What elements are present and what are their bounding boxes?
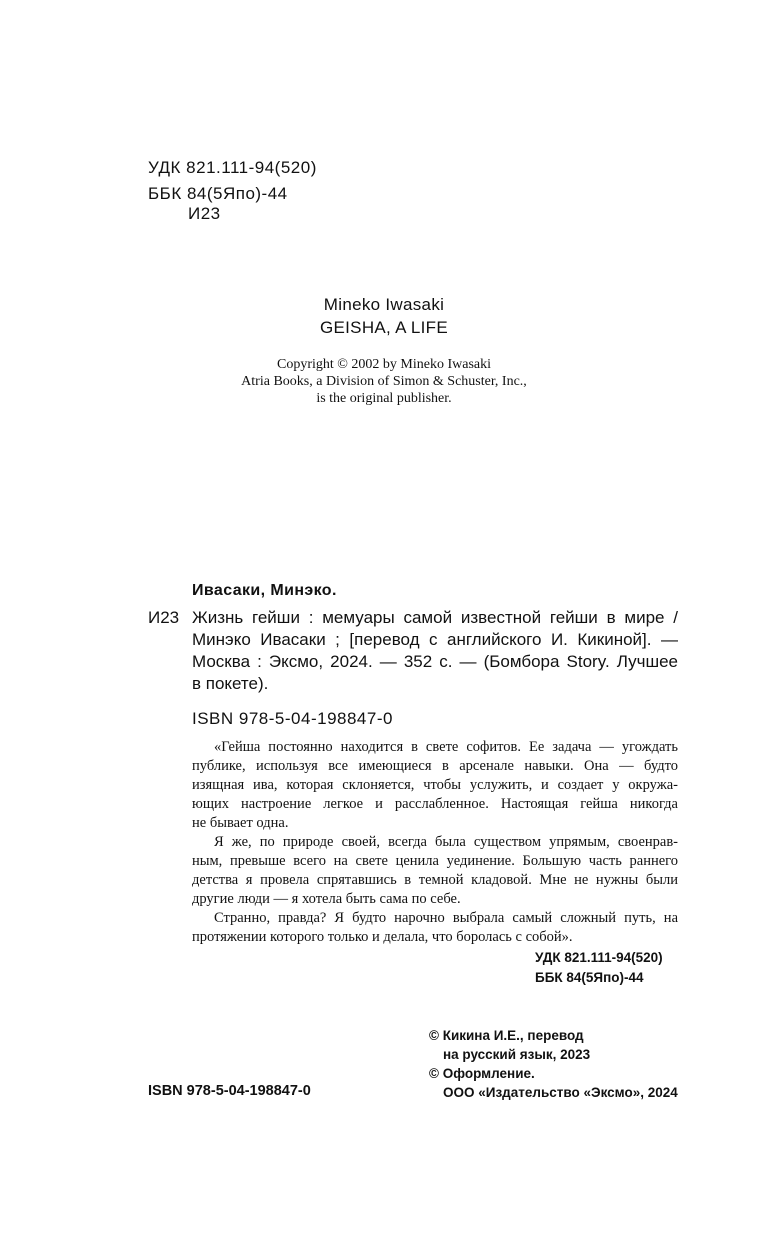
author-mark: И23 bbox=[188, 204, 221, 223]
record-code: И23 bbox=[148, 608, 180, 627]
footer-bbk: ББК 84(5Япо)-44 bbox=[535, 970, 644, 985]
annotation-line: не бывает одна. bbox=[192, 815, 289, 831]
annotation-line: протяжении которого только и делала, что боролась с собой». bbox=[192, 929, 573, 945]
record-line: Жизнь гейши : мемуары самой известной гейши в мире / bbox=[192, 608, 678, 627]
rights-design-cont: ООО «Издательство «Эксмо», 2024 bbox=[443, 1085, 678, 1100]
rights-translation-cont: на русский язык, 2023 bbox=[443, 1047, 591, 1062]
copyright-line: Copyright © 2002 by Mineko Iwasaki bbox=[276, 357, 491, 372]
rights-translation: © Кикина И.Е., перевод bbox=[429, 1028, 584, 1043]
record-line: в покете). bbox=[192, 674, 269, 693]
annotation-line: ющих настроение легкое и расслабленное. Настоящая гейша никогда bbox=[192, 796, 678, 812]
annotation-line: ным, превыше всего на свете ценила уединение. Большую часть раннего bbox=[192, 853, 678, 869]
udk-code: УДК 821.111-94(520) bbox=[148, 158, 317, 177]
copyright-line: Atria Books, a Division of Simon & Schuster, Inc., bbox=[241, 374, 527, 389]
footer-isbn: ISBN 978-5-04-198847-0 bbox=[148, 1083, 311, 1099]
original-author: Mineko Iwasaki bbox=[323, 295, 445, 314]
annotation-line: другие люди — я хотела быть сама по себе. bbox=[192, 891, 461, 907]
annotation-line: детства я провела спрятавшись в темной кладовой. Мне не нужны были bbox=[192, 872, 678, 888]
record-line: Москва : Эксмо, 2024. — 352 с. — (Бомбора Story. Лучшее bbox=[192, 652, 678, 671]
record-isbn: ISBN 978-5-04-198847-0 bbox=[192, 709, 393, 728]
rights-design: © Оформление. bbox=[429, 1066, 535, 1081]
annotation-line: Я же, по природе своей, всегда была существом упрямым, своенрав- bbox=[214, 834, 678, 850]
record-line: Минэко Ивасаки ; [перевод с английского И. Кикиной]. — bbox=[192, 630, 678, 649]
bbk-code: ББК 84(5Япо)-44 bbox=[148, 184, 288, 203]
record-author-heading: Ивасаки, Минэко. bbox=[192, 582, 337, 599]
annotation-line: публике, используя все имеющиеся в арсенале навыки. Она — будто bbox=[192, 758, 678, 774]
original-title: GEISHA, A LIFE bbox=[320, 318, 448, 337]
annotation-line: изящная ива, которая склоняется, чтобы услужить, и создает у окружа- bbox=[192, 777, 678, 793]
annotation-line: Странно, правда? Я будто нарочно выбрала самый сложный путь, на bbox=[214, 910, 678, 926]
footer-udk: УДК 821.111-94(520) bbox=[535, 950, 663, 965]
annotation-line: «Гейша постоянно находится в свете софитов. Ее задача — угождать bbox=[214, 739, 678, 755]
copyright-line: is the original publisher. bbox=[316, 391, 452, 406]
